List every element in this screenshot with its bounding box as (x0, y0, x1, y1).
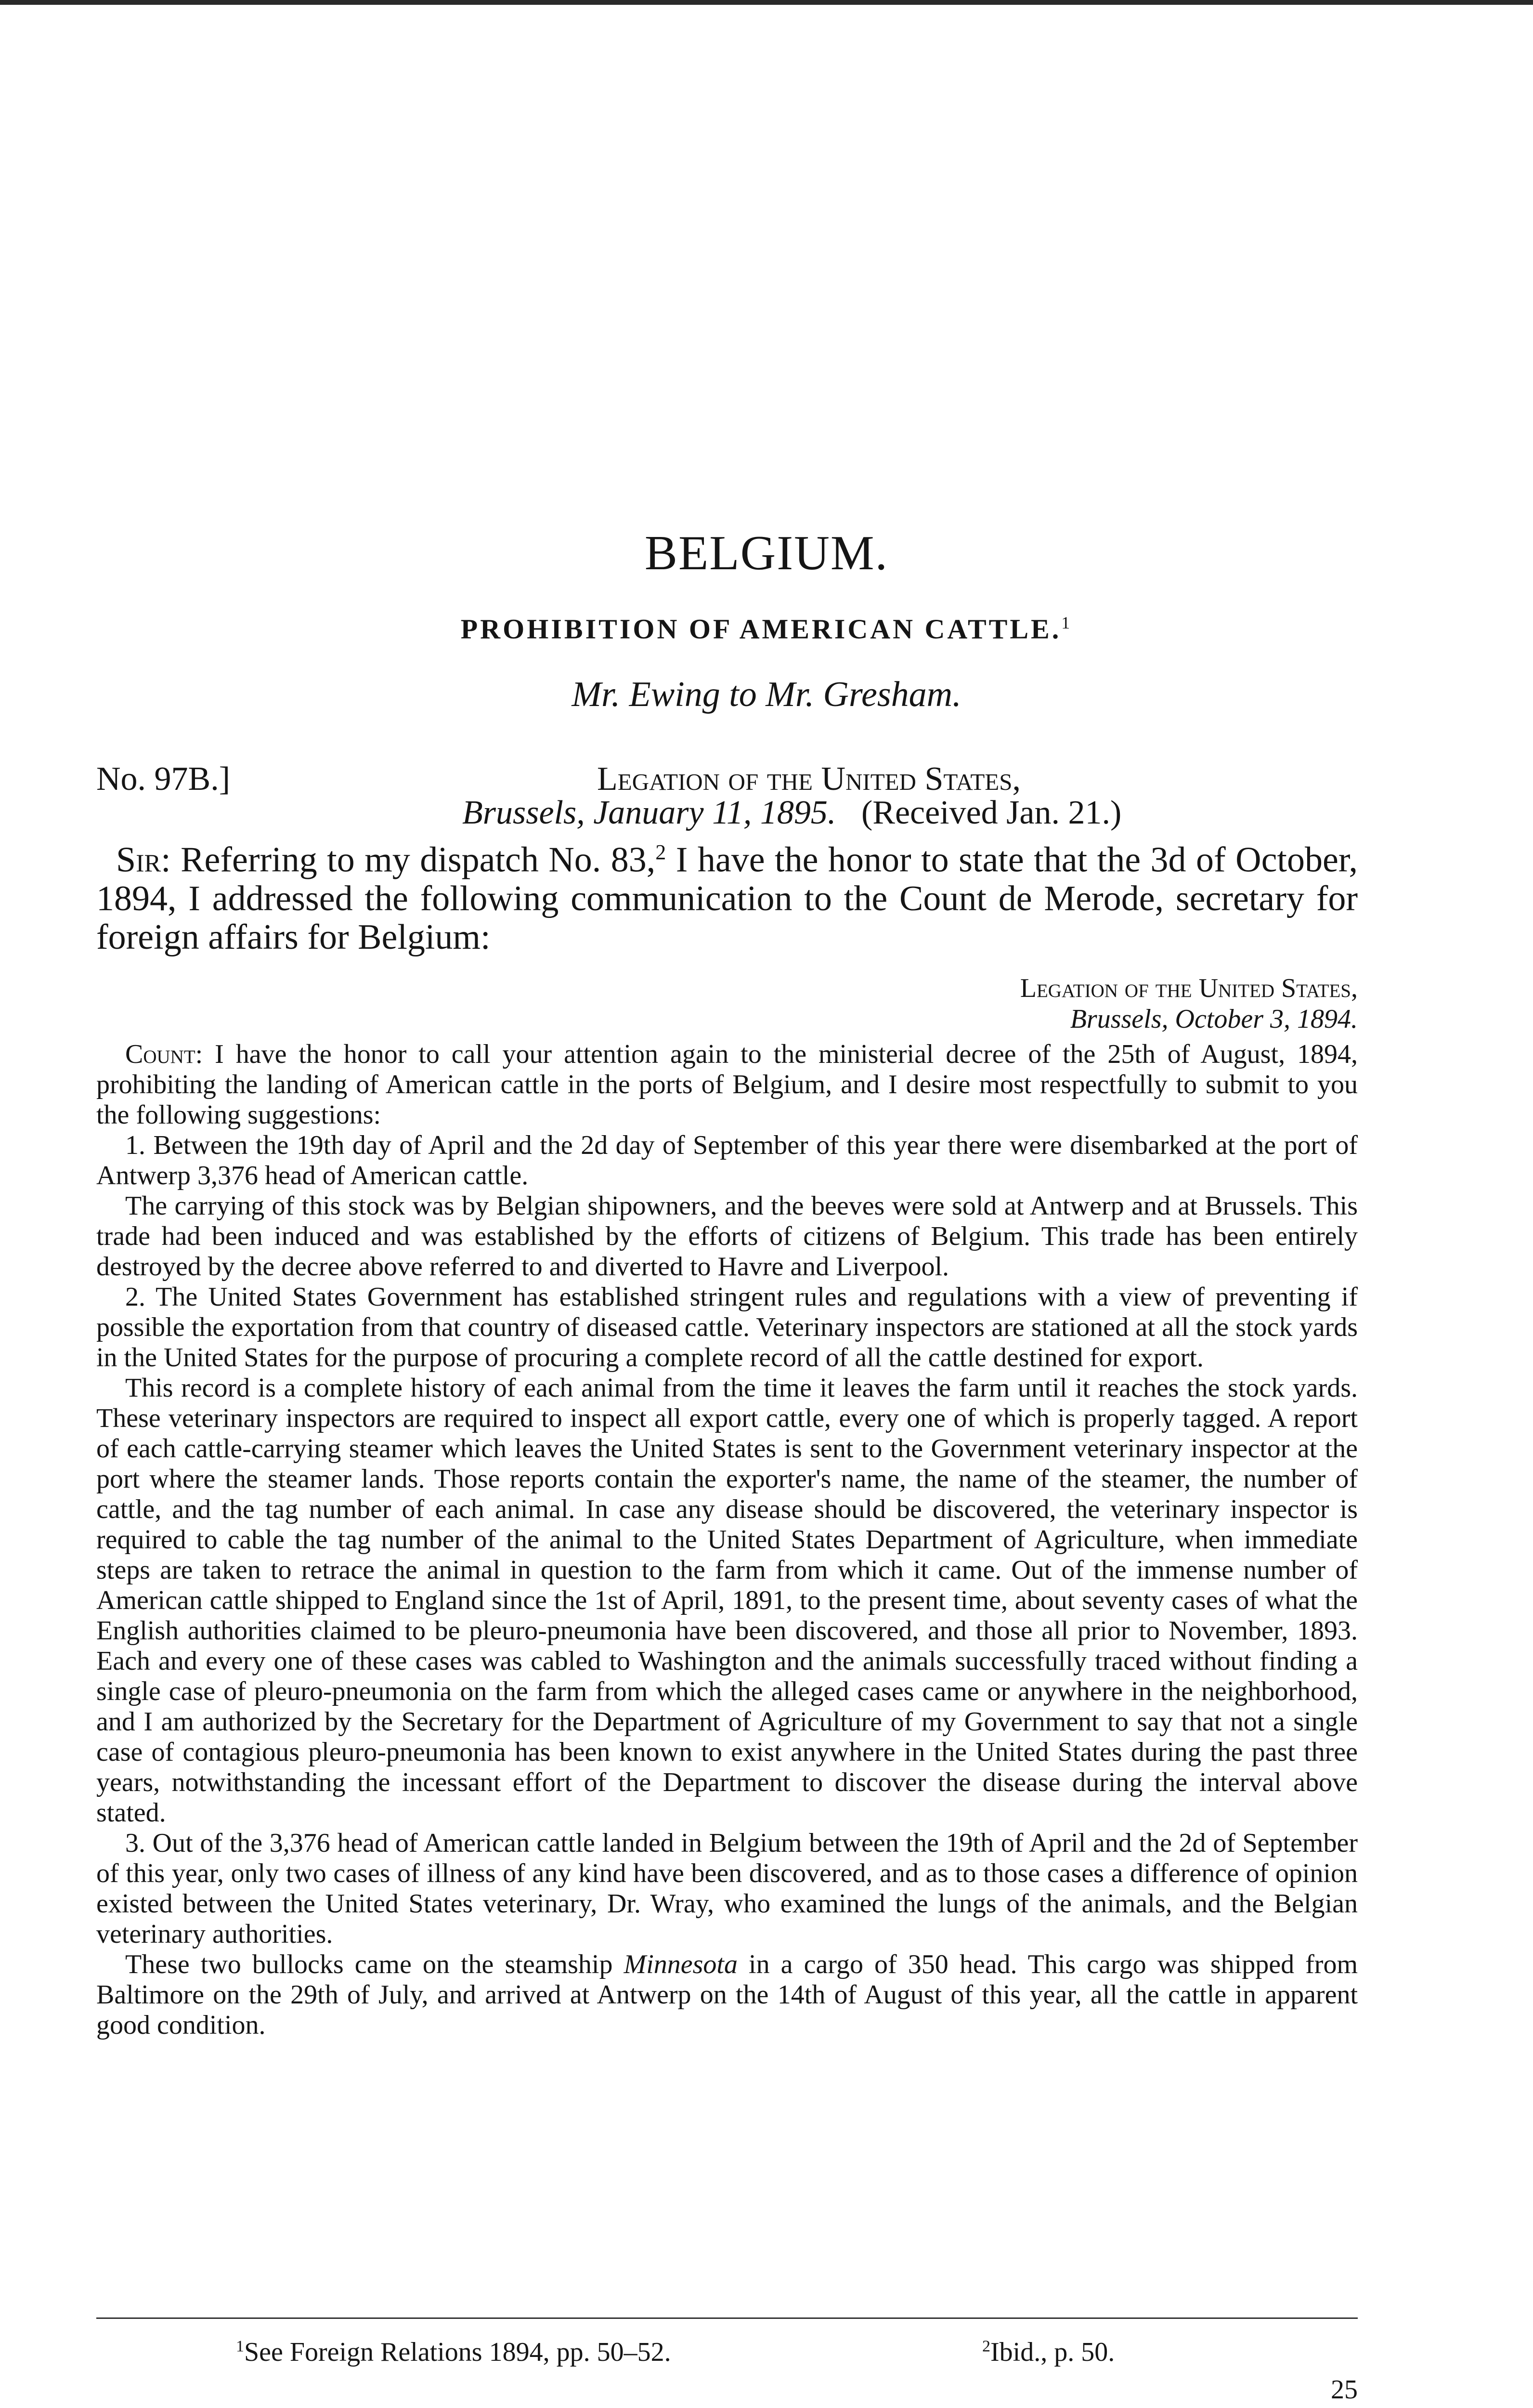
section-subtitle (0, 613, 1533, 645)
correspondence-heading: Mr. Ewing to Mr. Gresham. (572, 675, 961, 714)
letter-paragraph-7 (96, 1950, 1358, 2041)
letter-body (96, 1039, 1358, 2041)
legation-heading: Legation of the United States, (597, 760, 1021, 798)
intro-text-2: I have the honor to state that the 3d of October, 1894, I addressed the following communication to the Count de Merode, secretary for foreign affairs for Belgium: (96, 840, 1358, 957)
letter-p1-text: : I have the honor to call your attention again to the ministerial decree of the 25th of August, 1894, prohibiting the landing of American cattle in the ports of Belgium, and I desire most respectfully to submit to you the following suggestions: (96, 1039, 1358, 1130)
footnote-2 (982, 2337, 1115, 2368)
letter-paragraph-4: 2. The United States Government has established stringent rules and regulations with a view of preventing if possible the exportation from that country of diseased cattle. Veterinary inspectors are stationed at all the stock yards in the United States for the purpose of procuring a complete record of all the cattle destined for export. (96, 1282, 1358, 1373)
dispatch-dateline (462, 794, 1121, 832)
footnote-ref-2: 2 (655, 840, 666, 864)
letter-paragraph-5: This record is a complete history of each animal from the time it leaves the farm until it reaches the stock yards. These veterinary inspectors are required to inspect all export cattle, every one of which is properly tagged. A report of each cattle-carrying steamer which leaves the United States is sent to the Government veterinary inspector at the port where the steamer lands. Those reports contain the exporter's name, the name of the steamer, the number of cattle, and the tag number of each animal. In case any disease should be discovered, the veterinary inspector is required to cable the tag number of the animal to the United States Department of Agriculture, when immediate steps are taken to retrace the animal in question to the farm from which it came. Out of the immense number of American cattle shipped to England since the 1st of April, 1891, to the present time, about seventy cases of what the English authorities claimed to be pleuro-pneumonia have been discovered, and those all prior to November, 1893. Each and every one of these cases was cabled to Washington and the animals successfully traced without finding a single case of pleuro-pneumonia on the farm from which the alleged cases came or anywhere in the neighborhood, and I am authorized by the Secretary for the Department of Agriculture of my Government to say that not a single case of contagious pleuro-pneumonia has been known to exist anywhere in the United States during the past three years, notwithstanding the incessant effort of the Department to discover the disease during the interval above stated. (96, 1373, 1358, 1828)
letter-paragraph-6: 3. Out of the 3,376 head of American cattle landed in Belgium between the 19th of April and the 2d of September of this year, only two cases of illness of any kind have been discovered, and as to those cases a difference of opinion existed between the United States veterinary, Dr. Wray, who examined the lungs of the animals, and the Belgian veterinary authorities. (96, 1828, 1358, 1949)
footnote-2-text: Ibid., p. 50. (990, 2337, 1115, 2367)
top-border-rule (0, 0, 1533, 5)
letter-paragraph-3: The carrying of this stock was by Belgian shipowners, and the beeves were sold at Antwerp and at Brussels. This trade had been induced and was established by the efforts of citizens of Belgium. This trade has been entirely destroyed by the decree above referred to and diverted to Havre and Liverpool. (96, 1191, 1358, 1282)
page-title: BELGIUM. (644, 526, 889, 580)
footnote-1 (236, 2337, 671, 2368)
intro-text-1: : Referring to my dispatch No. 83, (161, 840, 656, 880)
footnote-ref-1: 1 (1061, 613, 1073, 632)
letter-p7-a: These two bullocks came on the steamship (125, 1950, 624, 1979)
dispatch-received: (Received Jan. 21.) (861, 794, 1122, 831)
footnote-divider (96, 2317, 1358, 2319)
dispatch-place-date: Brussels, January 11, 1895. (462, 794, 836, 831)
page-number: 25 (1331, 2375, 1358, 2405)
footnote-1-mark: 1 (236, 2337, 244, 2356)
letter-legation: Legation of the United States, (1020, 973, 1358, 1003)
footnote-1-text: See Foreign Relations 1894, pp. 50–52. (244, 2337, 671, 2367)
intro-salutation: Sir (116, 840, 161, 880)
letter-paragraph-1 (96, 1039, 1358, 1130)
letter-p7-b: in a cargo of 350 head. This cargo was shipped from Baltimore on the 29th of July, and arrived at Antwerp on the 14th of August of this year, all the cattle in apparent good condition. (96, 1950, 1358, 2040)
dispatch-number: No. 97B.] (96, 760, 231, 798)
letter-paragraph-2: 1. Between the 19th day of April and the 2d day of September of this year there were disembarked at the port of Antwerp 3,376 head of American cattle. (96, 1130, 1358, 1191)
letter-salutation: Count (125, 1039, 195, 1069)
letter-date: Brussels, October 3, 1894. (1070, 1004, 1358, 1034)
steamship-name: Minnesota (624, 1950, 738, 1979)
subtitle-text: PROHIBITION OF AMERICAN CATTLE. (460, 613, 1062, 645)
intro-paragraph (96, 833, 1358, 956)
footnote-2-mark: 2 (982, 2337, 990, 2356)
